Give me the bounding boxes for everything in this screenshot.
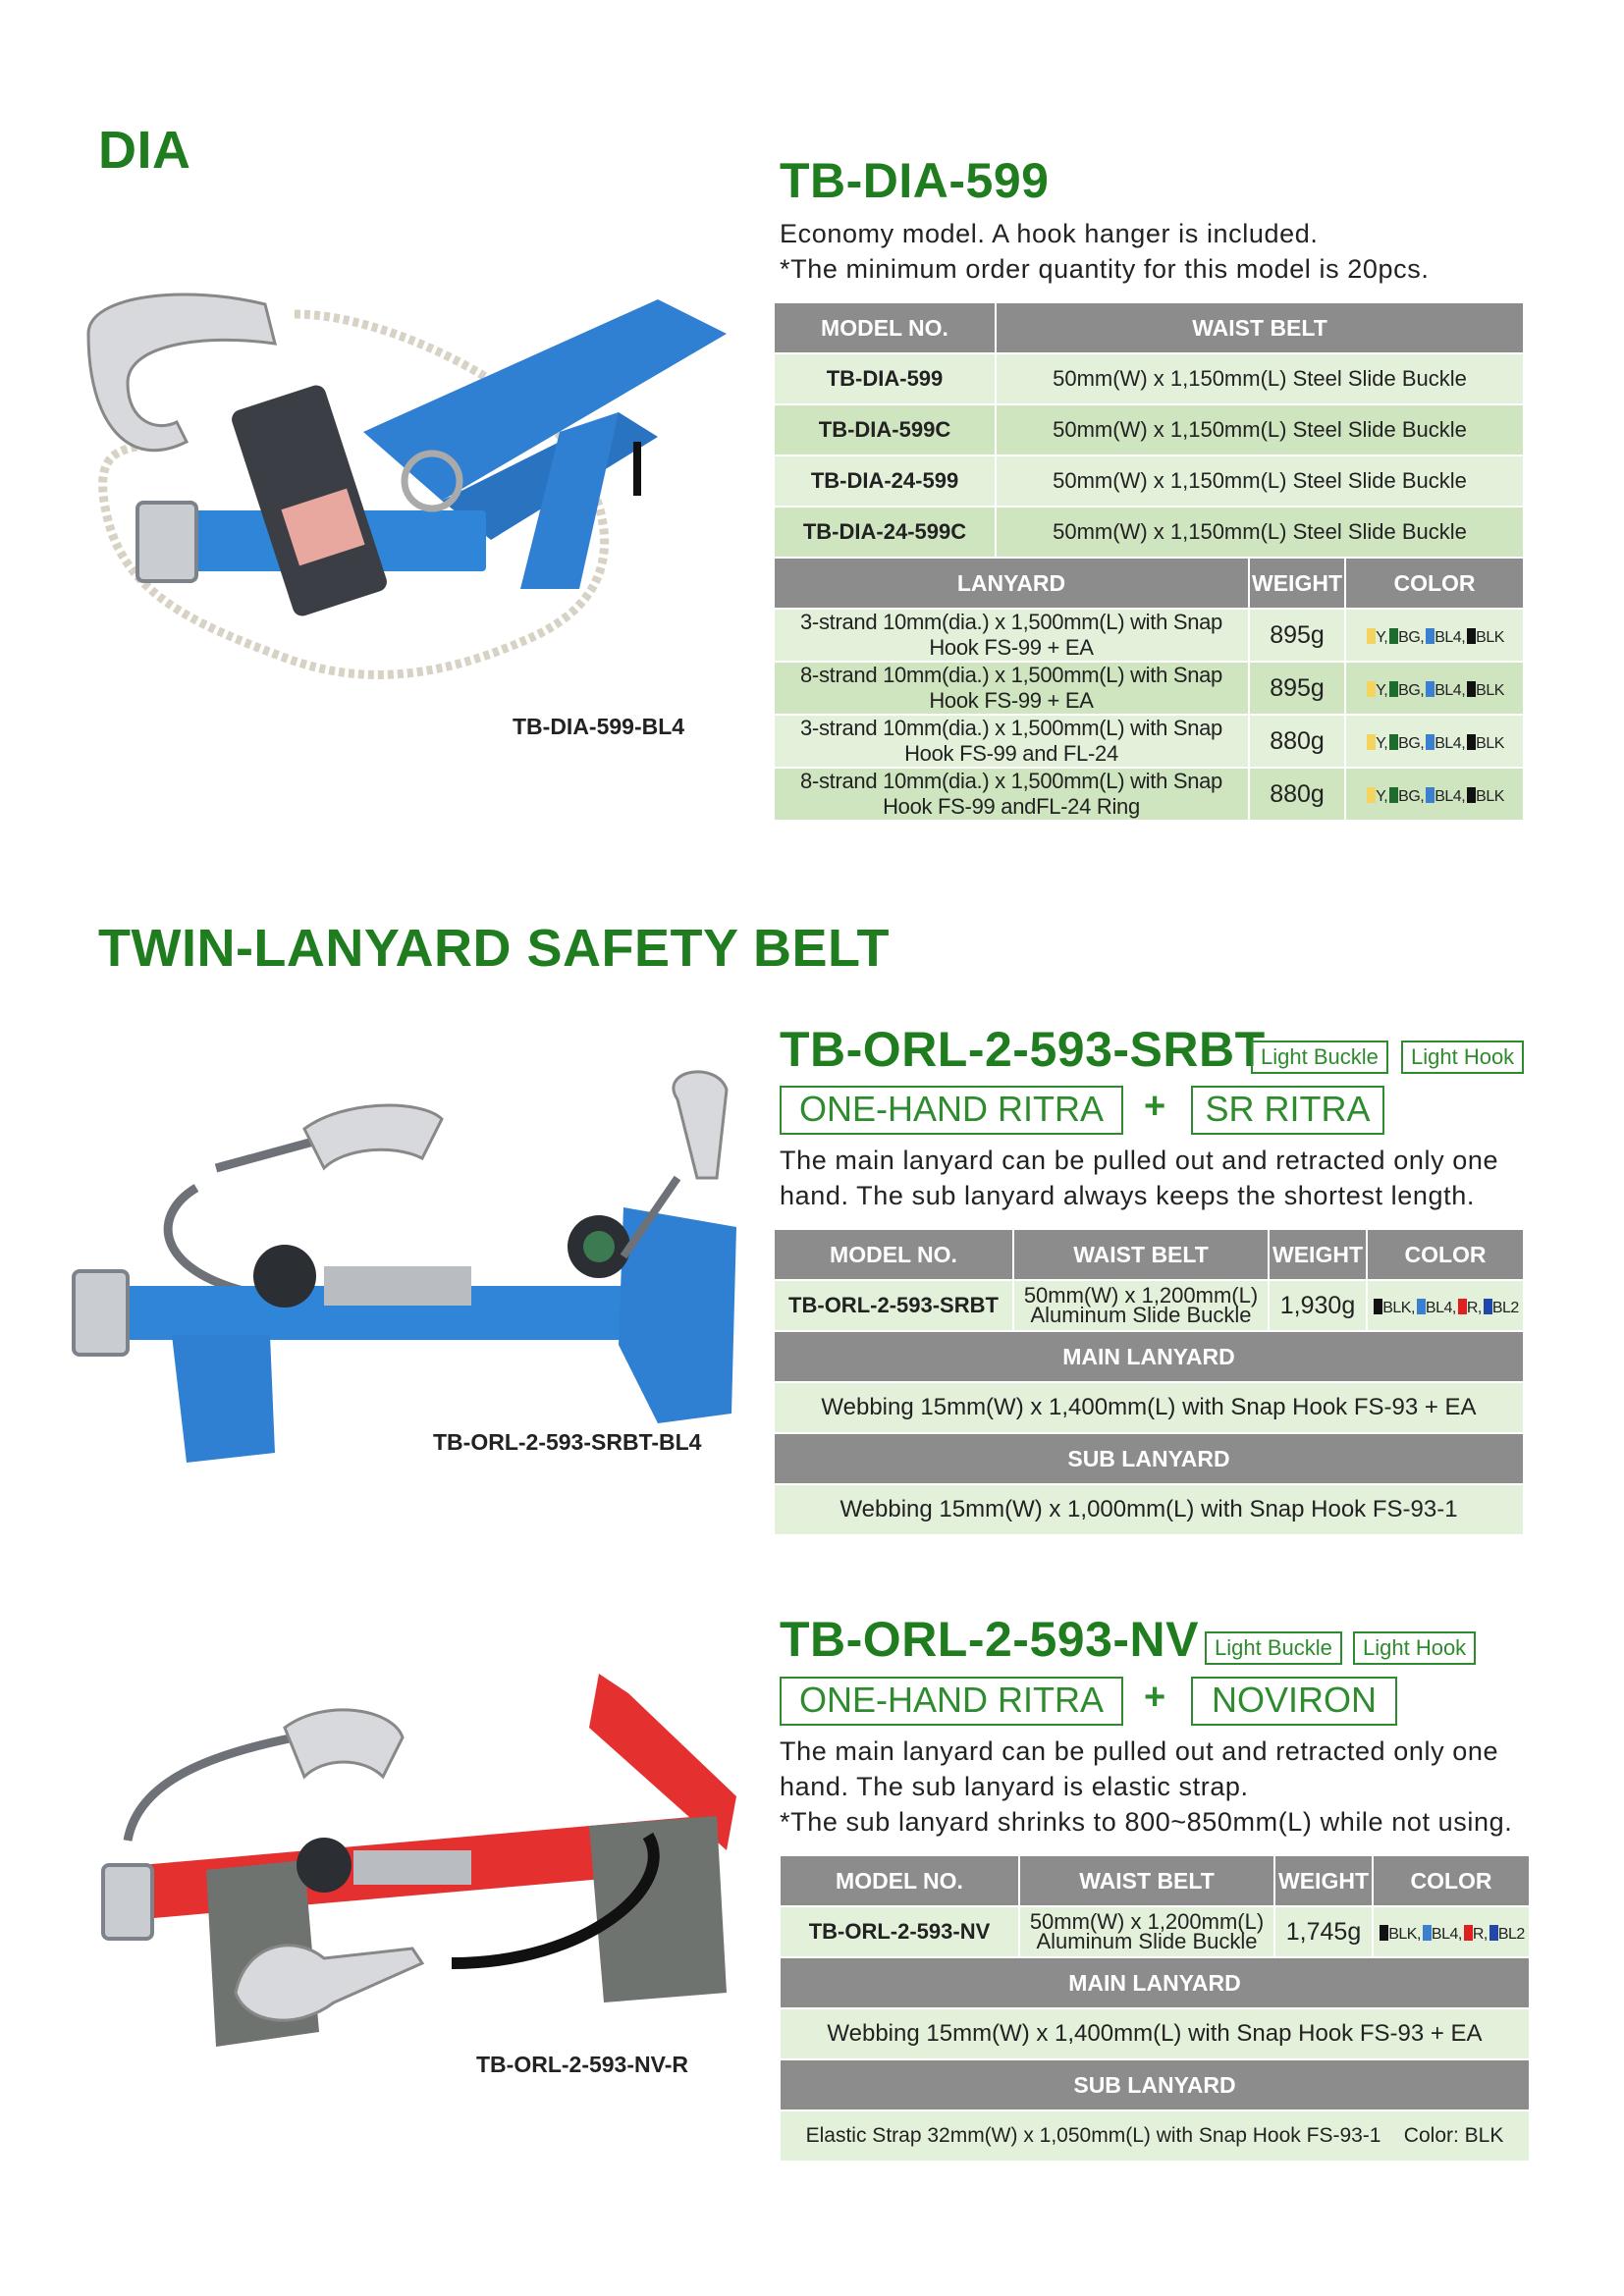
header-model-no: MODEL NO.: [774, 302, 996, 353]
color-label: BLK: [1476, 788, 1504, 805]
header-color: COLOR: [1373, 1855, 1530, 1906]
color-label: BL4,: [1431, 1926, 1462, 1943]
color-label: BL4,: [1435, 788, 1466, 805]
cell-main-lanyard: Webbing 15mm(W) x 1,400mm(L) with Snap Hook FS-93 + EA: [774, 1382, 1524, 1433]
color-swatch-bl4: [1417, 1299, 1426, 1314]
belt-line: 50mm(W) x 1,200mm(L): [1029, 1909, 1265, 1934]
table-header-row: [774, 1331, 1524, 1382]
cell-belt: [1013, 1280, 1269, 1331]
feature-noviron: NOVIRON: [1191, 1677, 1397, 1726]
color-swatch-bl4: [1426, 628, 1435, 644]
table-header-row: [774, 1433, 1524, 1484]
table-header-row: [774, 302, 1524, 353]
color-label: BG,: [1398, 788, 1425, 805]
color-swatch-y: [1367, 734, 1376, 750]
color-swatch-bl4: [1426, 734, 1435, 750]
cell-color-swatches: [1367, 1280, 1524, 1331]
description-line: The main lanyard can be pulled out and retracted only one: [780, 1736, 1499, 1766]
tag-light-buckle: Light Buckle: [1251, 1041, 1388, 1074]
cell-belt: 50mm(W) x 1,150mm(L) Steel Slide Buckle: [996, 404, 1524, 455]
color-swatch-blk: [1380, 1925, 1388, 1941]
cell-lanyard: 8-strand 10mm(dia.) x 1,500mm(L) with Snap Hook FS-99 andFL-24 Ring: [774, 768, 1249, 821]
color-swatch-bl2: [1484, 1299, 1492, 1314]
cell-model: TB-ORL-2-593-SRBT: [774, 1280, 1013, 1331]
product-photo-nv: [98, 1669, 746, 2061]
model-title-srbt: TB-ORL-2-593-SRBT: [780, 1022, 1266, 1077]
color-label: BL4,: [1435, 629, 1466, 646]
cell-weight: 1,930g: [1269, 1280, 1367, 1331]
cell-color-swatches: [1373, 1906, 1530, 1957]
color-swatch-y: [1367, 787, 1376, 803]
cell-model: TB-ORL-2-593-NV: [780, 1906, 1019, 1957]
header-waist-belt: WAIST BELT: [1019, 1855, 1274, 1906]
caption-dia-599: TB-DIA-599-BL4: [513, 714, 685, 739]
caption-nv: TB-ORL-2-593-NV-R: [476, 2052, 688, 2077]
table-row: [774, 404, 1524, 455]
cell-color-swatches: [1345, 662, 1524, 715]
header-waist-belt: WAIST BELT: [1013, 1229, 1269, 1280]
cell-sub-lanyard: Elastic Strap 32mm(W) x 1,050mm(L) with Snap Hook FS-93-1 Color: BLK: [780, 2110, 1530, 2162]
color-swatch-blk: [1467, 787, 1476, 803]
color-swatch-bg: [1389, 681, 1398, 697]
color-label: BLK: [1476, 735, 1504, 752]
cell-weight: 895g: [1249, 662, 1345, 715]
color-swatch-r: [1458, 1299, 1467, 1314]
color-label: R,: [1466, 1300, 1482, 1316]
color-swatch-bg: [1389, 787, 1398, 803]
cell-color-swatches: [1345, 609, 1524, 662]
table-row: [780, 2008, 1530, 2059]
header-weight: WEIGHT: [1274, 1855, 1373, 1906]
color-swatch-blk: [1467, 628, 1476, 644]
cell-lanyard: 3-strand 10mm(dia.) x 1,500mm(L) with Snap Hook FS-99 + EA: [774, 609, 1249, 662]
header-main-lanyard: MAIN LANYARD: [780, 1957, 1530, 2008]
table-header-row: [780, 1957, 1530, 2008]
cell-weight: 895g: [1249, 609, 1345, 662]
color-label: Y,: [1376, 788, 1388, 805]
spec-table-dia-599: [773, 301, 1525, 822]
color-swatch-bl4: [1426, 787, 1435, 803]
cell-weight: 880g: [1249, 768, 1345, 821]
description-nv: [780, 1734, 1565, 1840]
table-header-row: [780, 2059, 1530, 2110]
tag-light-buckle: Light Buckle: [1205, 1631, 1342, 1665]
table-row: [774, 507, 1524, 558]
description-line: hand. The sub lanyard always keeps the shortest length.: [780, 1181, 1475, 1210]
description-line: *The sub lanyard shrinks to 800~850mm(L) while not using.: [780, 1807, 1513, 1837]
header-weight: WEIGHT: [1269, 1229, 1367, 1280]
cell-main-lanyard: Webbing 15mm(W) x 1,400mm(L) with Snap Hook FS-93 + EA: [780, 2008, 1530, 2059]
header-waist-belt: WAIST BELT: [996, 302, 1524, 353]
color-swatch-r: [1464, 1925, 1473, 1941]
table-row: [774, 455, 1524, 507]
color-label: BL2: [1497, 1926, 1525, 1943]
color-label: Y,: [1376, 682, 1388, 699]
description-dia-599: [780, 216, 1565, 287]
table-row: [774, 1280, 1524, 1331]
header-sub-lanyard: SUB LANYARD: [780, 2059, 1530, 2110]
description-srbt: [780, 1143, 1565, 1213]
table-header-row: [774, 558, 1524, 609]
color-label: BLK: [1476, 682, 1504, 699]
header-color: COLOR: [1345, 558, 1524, 609]
color-label: BL4,: [1435, 682, 1466, 699]
color-swatch-blk: [1374, 1299, 1382, 1314]
section-title-dia: DIA: [98, 121, 191, 180]
table-row: [774, 715, 1524, 768]
color-label: BLK: [1476, 629, 1504, 646]
cell-belt: [1019, 1906, 1274, 1957]
cell-belt: 50mm(W) x 1,150mm(L) Steel Slide Buckle: [996, 507, 1524, 558]
description-line: hand. The sub lanyard is elastic strap.: [780, 1772, 1249, 1801]
header-sub-lanyard: SUB LANYARD: [774, 1433, 1524, 1484]
description-line: The main lanyard can be pulled out and retracted only one: [780, 1146, 1499, 1175]
description-line: Economy model. A hook hanger is included.: [780, 219, 1319, 248]
color-label: BL4,: [1425, 1300, 1456, 1316]
model-title-nv: TB-ORL-2-593-NV: [780, 1612, 1199, 1667]
color-swatch-blk: [1467, 681, 1476, 697]
color-label: BG,: [1398, 629, 1425, 646]
product-photo-dia-599: [69, 275, 756, 687]
cell-model: TB-DIA-599: [774, 353, 996, 404]
spec-table-nv: [779, 1854, 1531, 2163]
header-model-no: MODEL NO.: [780, 1855, 1019, 1906]
cell-lanyard: 8-strand 10mm(dia.) x 1,500mm(L) with Snap Hook FS-99 + EA: [774, 662, 1249, 715]
plus-sign: +: [1144, 1086, 1166, 1127]
header-weight: WEIGHT: [1249, 558, 1345, 609]
color-label: BG,: [1398, 735, 1425, 752]
color-label: Y,: [1376, 735, 1388, 752]
table-header-row: [774, 1229, 1524, 1280]
color-label: BG,: [1398, 682, 1425, 699]
color-label: BL4,: [1435, 735, 1466, 752]
cell-lanyard: 3-strand 10mm(dia.) x 1,500mm(L) with Snap Hook FS-99 and FL-24: [774, 715, 1249, 768]
model-title-dia-599: TB-DIA-599: [780, 153, 1050, 208]
cell-model: TB-DIA-599C: [774, 404, 996, 455]
table-header-row: [780, 1855, 1530, 1906]
table-row: [774, 1484, 1524, 1535]
color-label: BLK,: [1388, 1926, 1421, 1943]
feature-sr-ritra: SR RITRA: [1191, 1086, 1384, 1135]
section-title-twin-lanyard: TWIN-LANYARD SAFETY BELT: [98, 919, 890, 978]
cell-weight: 1,745g: [1274, 1906, 1373, 1957]
spec-table-srbt: [773, 1228, 1525, 1536]
color-label: Y,: [1376, 629, 1388, 646]
cell-model: TB-DIA-24-599: [774, 455, 996, 507]
color-swatch-bg: [1389, 628, 1398, 644]
color-swatch-blk: [1467, 734, 1476, 750]
color-swatch-y: [1367, 681, 1376, 697]
table-row: [780, 1906, 1530, 1957]
table-row: [774, 1382, 1524, 1433]
color-label: BL2: [1491, 1300, 1519, 1316]
tag-light-hook: Light Hook: [1353, 1631, 1476, 1665]
cell-model: TB-DIA-24-599C: [774, 507, 996, 558]
table-row: [774, 768, 1524, 821]
color-swatch-bl4: [1426, 681, 1435, 697]
table-row: [774, 353, 1524, 404]
cell-color-swatches: [1345, 715, 1524, 768]
header-color: COLOR: [1367, 1229, 1524, 1280]
tag-light-hook: Light Hook: [1401, 1041, 1524, 1074]
table-row: [774, 609, 1524, 662]
cell-color-swatches: [1345, 768, 1524, 821]
description-line: *The minimum order quantity for this model is 20pcs.: [780, 254, 1430, 284]
table-row: [780, 2110, 1530, 2162]
belt-line: Aluminum Slide Buckle: [1030, 1303, 1252, 1327]
color-label: BLK,: [1382, 1300, 1415, 1316]
cell-belt: 50mm(W) x 1,150mm(L) Steel Slide Buckle: [996, 455, 1524, 507]
belt-line: Aluminum Slide Buckle: [1036, 1929, 1258, 1953]
color-swatch-bl2: [1489, 1925, 1498, 1941]
cell-sub-lanyard: Webbing 15mm(W) x 1,000mm(L) with Snap Hook FS-93-1: [774, 1484, 1524, 1535]
belt-line: 50mm(W) x 1,200mm(L): [1023, 1283, 1259, 1308]
cell-belt: 50mm(W) x 1,150mm(L) Steel Slide Buckle: [996, 353, 1524, 404]
color-label: R,: [1472, 1926, 1488, 1943]
color-swatch-y: [1367, 628, 1376, 644]
feature-one-hand-ritra: ONE-HAND RITRA: [780, 1677, 1123, 1726]
plus-sign: +: [1144, 1677, 1166, 1718]
product-photo-srbt: [69, 1050, 756, 1482]
cell-weight: 880g: [1249, 715, 1345, 768]
table-row: [774, 662, 1524, 715]
header-lanyard: LANYARD: [774, 558, 1249, 609]
color-swatch-bg: [1389, 734, 1398, 750]
header-main-lanyard: MAIN LANYARD: [774, 1331, 1524, 1382]
feature-one-hand-ritra: ONE-HAND RITRA: [780, 1086, 1123, 1135]
header-model-no: MODEL NO.: [774, 1229, 1013, 1280]
caption-srbt: TB-ORL-2-593-SRBT-BL4: [433, 1429, 702, 1455]
color-swatch-bl4: [1423, 1925, 1432, 1941]
